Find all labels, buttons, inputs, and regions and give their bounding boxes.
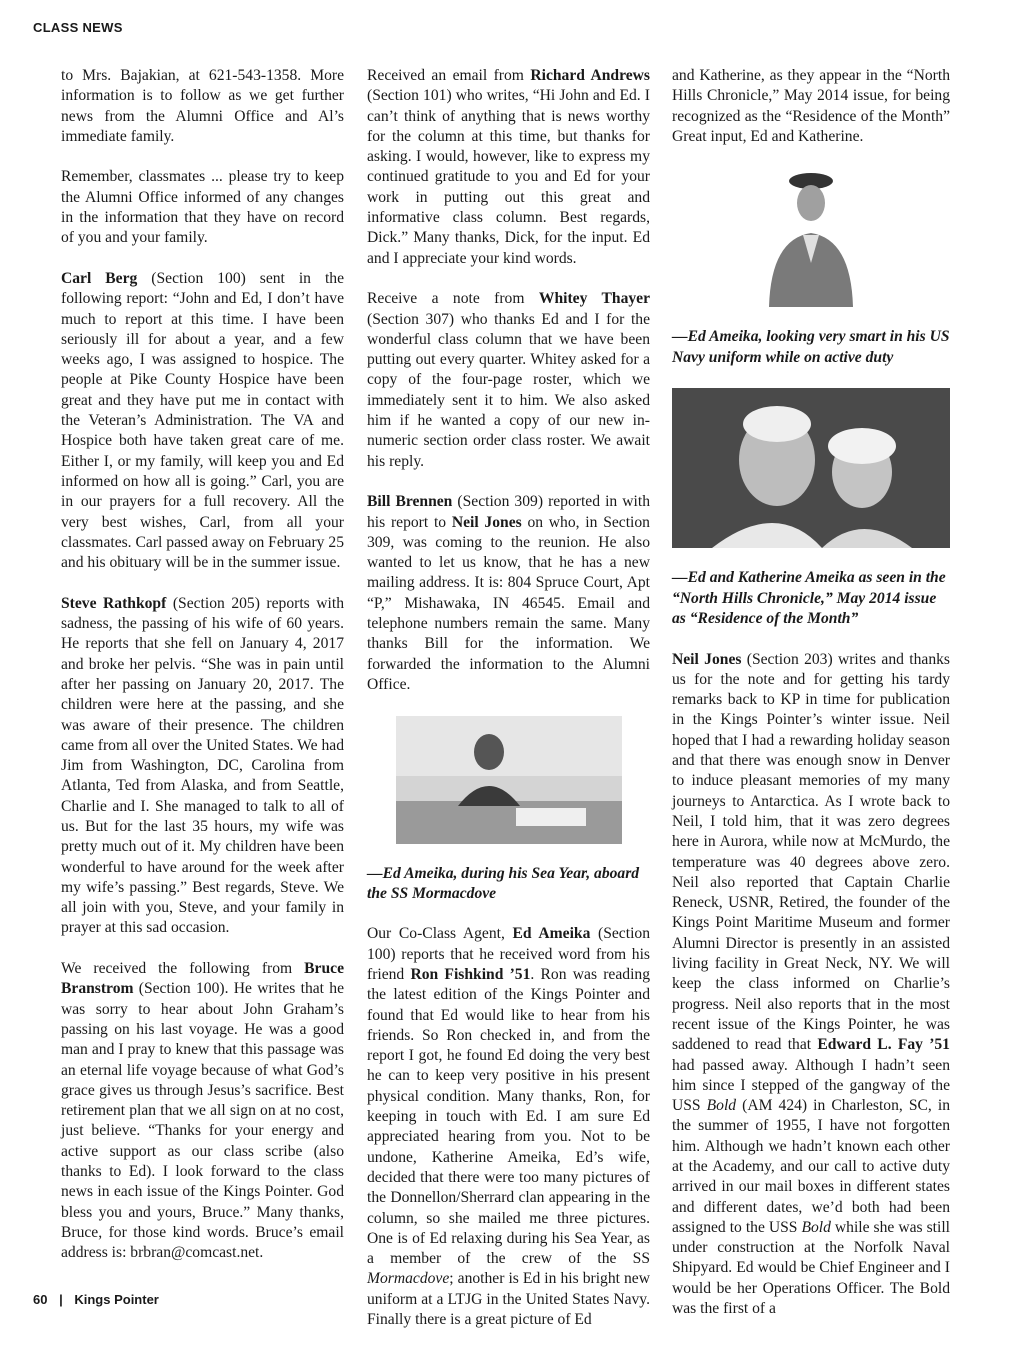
paragraph: Carl Berg (Section 100) sent in the following report: “John and Ed, I don’t have much to report at this time. I have been seriously ill for about a year, and a few weeks ago, I was assigned to hospice. The people at Pike County Hospice have been great and they have put me in contact with the Veteran’s Administration. The VA and Hospice both have taken great care of me. Either I, or my family, will keep you and Ed informed on how all is going.” Carl, you are in our prayers for a full recovery. All the very best wishes, Carl, from all your classmates. Carl passed away on February 25 and his obituary will be in the summer issue. <box>61 269 344 572</box>
classmate-name: Ron Fishkind ’51 <box>410 965 531 983</box>
publication-name: Kings Pointer <box>74 1292 159 1307</box>
column-1 <box>61 66 344 1284</box>
photo-caption: —Ed Ameika, during his Sea Year, aboard the SS Mormacdove <box>367 864 640 902</box>
paragraph: Receive a note from Whitey Thayer (Section 307) who thanks Ed and I for the wonderful class column that we have been putting out every quarter. Whitey asked for a copy of the four-page roster, which we immediately sent it to him. We also asked him if he wanted a copy of our new in-numeric section order class roster. We await his reply. <box>367 290 651 470</box>
classmate-name: Richard Andrews <box>530 67 650 84</box>
classmate-name: Steve Rathkopf <box>61 594 167 612</box>
paragraph: Remember, classmates ... please try to keep the Alumni Office informed of any changes in the information that they have on record of you and your family. <box>61 168 344 247</box>
classmate-name: Bruce Branstrom <box>61 960 344 998</box>
paragraph: Bill Brennen (Section 309) reported in with his report to Neil Jones on who, in Section 309, was coming to the reunion. He also wanted to let us know, that he has a new mailing address. It is: 804 Spruce Court, Apt “P,” Mishawaka, IN 46545. Email and telephone numbers remain the same. Many thanks Bill for the information. We forwarded the information to the Alumni Office. <box>367 493 650 693</box>
section-header: CLASS NEWS <box>33 20 123 35</box>
classmate-name: Whitey Thayer <box>538 290 651 308</box>
paragraph: Neil Jones (Section 203) writes and thanks us for the note and for getting his tardy remarks back to KP in time for publication in the Kings Pointer’s winter issue. Neil hoped that I had a rewarding holiday season and that there was enough snow in Denver to induce pleasant memories of my many journeys to Antarctica. As I wrote back to Neil, I told him, that it was zero degrees here in Aurora, while now at McMurdo, the temperature was 40 degrees above zero. Neil also reported that Captain Charlie Reneck, USNR, Retired, the founder of the Kings Point Maritime Museum and former Alumni Director is presently in an assisted living facility in Great Neck, NY. We will keep the class informed on Charlie’s progress. Neil also reports that in the most recent issue of the Kings Pointer, he was saddened to read that Edward L. Fay ’51 had passed away. Although I hadn’t seen him since I stepped of the gangway of the USS Bold (AM 424) in Charleston, SC, in the summer of 1955, I have not forgotten him. Although we hadn’t known each other at the Academy, and our call to active duty arrived in our mail boxes in different states and different dates, we’d both had been assigned to the USS Bold while she was still under construction at the Norfolk Naval Shipyard. Ed would be Chief Engineer and I would be her Operations Officer. The Bold was the first of a <box>672 650 950 1318</box>
classmate-name: Bill Brennen <box>367 493 453 511</box>
classmate-name: Neil Jones <box>451 513 522 531</box>
paragraph: and Katherine, as they appear in the “North Hills Chronicle,” May 2014 issue, for being recognized as the “Residence of the Month” Great input, Ed and Katherine. <box>672 67 950 145</box>
navy-uniform-photo <box>761 167 861 307</box>
footer-separator: | <box>59 1292 63 1307</box>
paragraph: We received the following from Bruce Branstrom (Section 100). He writes that he was sorry to hear about John Graham’s passing on his last voyage. He was a good man and I pray to knew that this passage was an eternal life voyage because of what God’s grace gives us through Jesus’s sacrifice. Best retirement plan that we all sign on at no cost, just believe. “Thanks for your energy and active support as our class scribe (also thanks to Ed). I look forward to the class news in each issue of the Kings Pointer. God bless you and yours, Bruce.” Many thanks, Bruce, for those kind words. Bruce’s email address is: brbran@comcast.net. <box>61 960 344 1262</box>
paragraph: Received an email from Richard Andrews (Section 101) who writes, “Hi John and Ed. I can’t think of anything that is news worthy for the column at this time, but thanks for asking. I would, however, like to express my continued gratitude to you and Ed for your work in putting out this great and informative class column. Best regards, Dick.” Many thanks, Dick, for the input. Ed and I appreciate your kind words. <box>367 67 650 267</box>
page-number: 60 <box>33 1292 48 1307</box>
classmate-name: Carl Berg <box>61 269 138 287</box>
classmate-name: Neil Jones <box>672 650 742 668</box>
couple-photo <box>672 388 950 548</box>
sea-year-photo <box>396 716 622 844</box>
classmate-name: Ed Ameika <box>512 925 591 943</box>
classmate-name: Edward L. Fay ’51 <box>817 1036 950 1054</box>
paragraph: to Mrs. Bajakian, at 621-543-1358. More information is to follow as we get further news from the Alumni Office and Al’s immediate family. <box>61 67 344 145</box>
paragraph: Steve Rathkopf (Section 205) reports with sadness, the passing of his wife of 60 years. He reports that she fell on January 4, 2017 and broke her pelvis. “She was in pain until after her passing on January 20, 2017. The children were here at the passing, and she was aware of their presence. The children came from all over the United States. We had Jim from Washington, DC, Carolina from Atlanta, Ted from Alaska, and from Seattle, Charlie and I. She managed to talk to all of us. But for the last 35 hours, my wife was pretty much out of it. My children have been wonderful to have around for the week after my wife’s passing.” Best regards, Steve. We all join with you, Steve, and your family in prayer at this sad occasion. <box>61 594 344 937</box>
photo-caption: —Ed and Katherine Ameika as seen in the “North Hills Chronicle,” May 2014 issue as “Residence of the Month” <box>672 569 946 627</box>
paragraph: Our Co-Class Agent, Ed Ameika (Section 100) reports that he received word from his friend Ron Fishkind ’51. Ron was reading the latest edition of the Kings Pointer and found that Ed would like to hear from his friends. So Ron checked in, and from the report I got, he found Ed doing the very best he can to keep very positive in his present physical condition. Many thanks, Ron, for keeping in touch with Ed. I am sure Ed appreciated hearing from you. Not to be undone, Katherine Ameika, Ed’s wife, decided that there were too many pictures of the Donnellon/Sherrard clan appearing in the column, so she mailed me three pictures. One is of Ed relaxing during his Sea Year, as a member of the crew of the SS Mormacdove; another is Ed in his bright new uniform at a LTJG in the United States Navy. Finally there is a great picture of Ed <box>367 925 650 1329</box>
column-3 <box>672 66 950 1340</box>
photo-caption: —Ed Ameika, looking very smart in his US Navy uniform while on active duty <box>672 328 950 366</box>
column-2 <box>367 66 650 1351</box>
page-footer <box>33 1292 159 1307</box>
